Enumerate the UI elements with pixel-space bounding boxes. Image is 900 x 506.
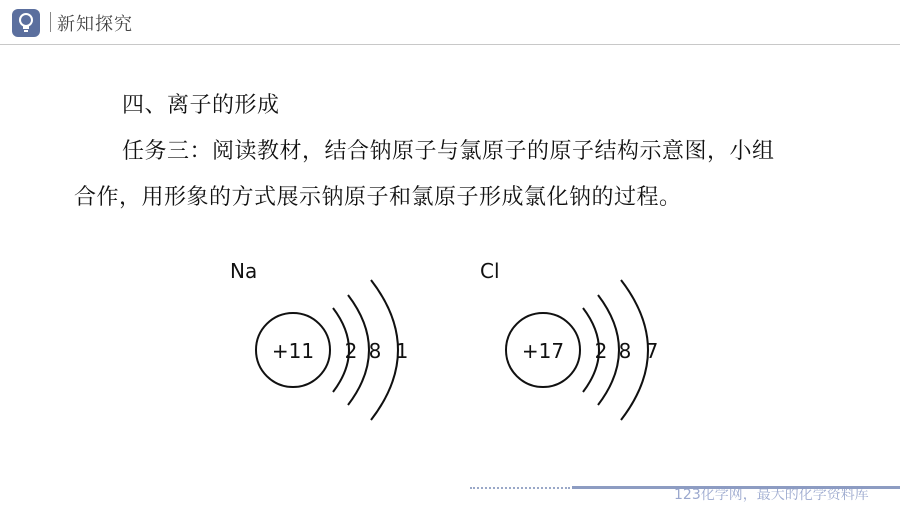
section-heading: 四、离子的形成 xyxy=(122,93,280,118)
na-symbol: Na xyxy=(230,259,258,283)
na-nucleus-charge: +11 xyxy=(271,339,315,363)
na-atom-diagram xyxy=(256,280,408,420)
cl-nucleus-charge: +17 xyxy=(521,339,565,363)
cl-shell-electrons-3: 7 xyxy=(645,339,659,363)
na-shell-electrons-2: 8 xyxy=(368,339,382,363)
cl-atom-diagram xyxy=(506,280,658,420)
na-shell-electrons-3: 1 xyxy=(395,339,409,363)
task-text-line-1: 任务三：阅读教材，结合钠原子与氯原子的原子结构示意图，小组 xyxy=(122,139,775,164)
cl-shell-electrons-2: 8 xyxy=(618,339,632,363)
task-text-line-2: 合作，用形象的方式展示钠原子和氯原子形成氯化钠的过程。 xyxy=(74,185,682,210)
na-shell-electrons-1: 2 xyxy=(344,339,358,363)
footer-dotted-line xyxy=(470,487,570,489)
cl-symbol: Cl xyxy=(480,259,500,283)
page-title: 新知探究 xyxy=(57,14,133,35)
watermark: 123化学网，最大的化学资料库 xyxy=(674,487,869,503)
cl-shell-electrons-1: 2 xyxy=(594,339,608,363)
